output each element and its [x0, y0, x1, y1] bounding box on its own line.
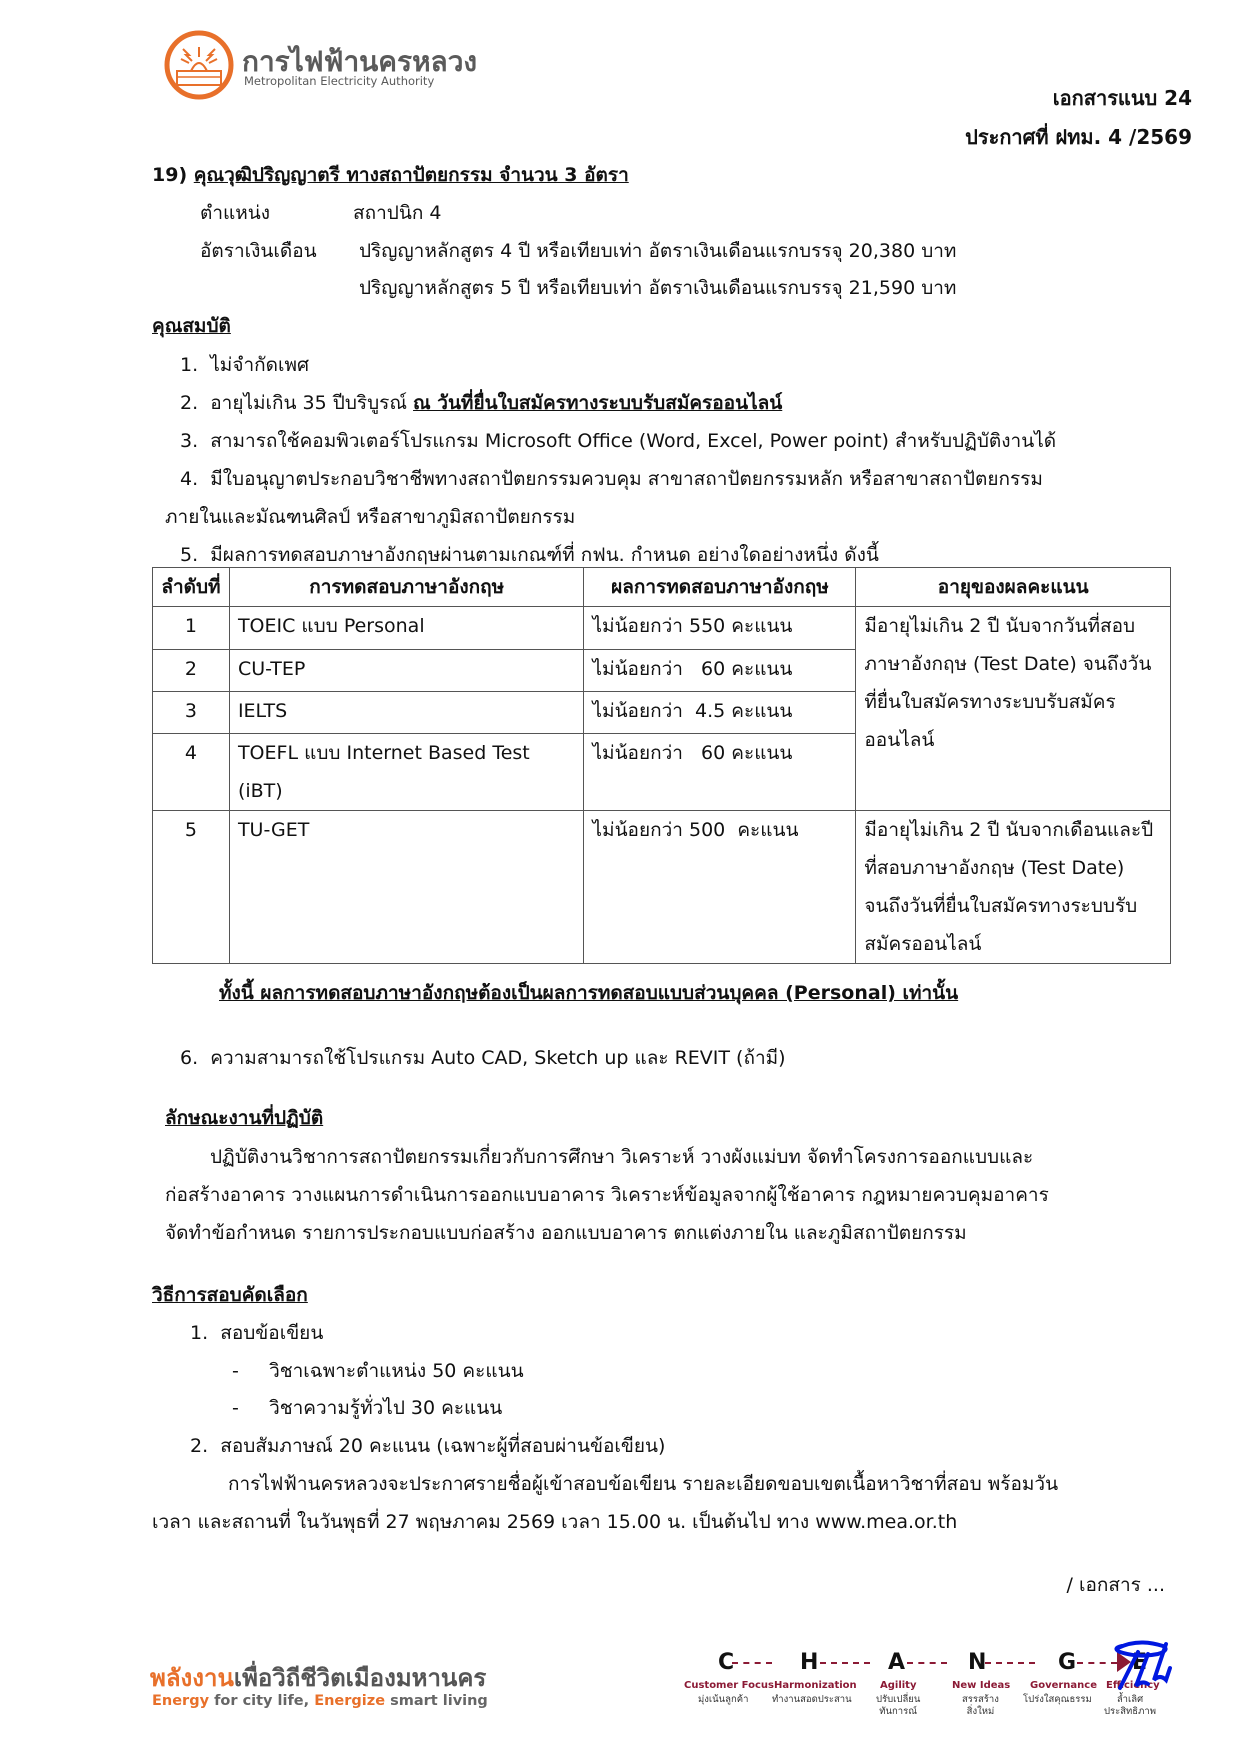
- bullet: -: [232, 1360, 239, 1382]
- salary-line: ปริญญาหลักสูตร 5 ปี หรือเทียบเท่า อัตราเงินเดือนแรกบรรจุ 21,590 บาท: [359, 277, 957, 299]
- change-subtitle: มุ่งเน้นลูกค้า: [698, 1694, 749, 1705]
- qualification-item: [180, 426, 1056, 456]
- item-emphasis: ณ วันที่ยื่นใบสมัครทางระบบรับสมัครออนไลน์: [413, 392, 783, 414]
- item-text: ความสามารถใช้โปรแกรม Auto CAD, Sketch up และ REVIT (ถ้ามี): [210, 1047, 786, 1069]
- change-title: Agility: [880, 1680, 917, 1691]
- qualification-item: [180, 388, 782, 418]
- salary-label: อัตราเงินเดือน: [200, 240, 317, 262]
- english-test-note: ทั้งนี้ ผลการทดสอบภาษาอังกฤษต้องเป็นผลการทดสอบแบบส่วนบุคคล (Personal) เท่านั้น: [219, 982, 959, 1004]
- item-number: 2.: [190, 1435, 209, 1457]
- mea-emblem-icon: [163, 29, 235, 101]
- selection-sub-item: [232, 1356, 524, 1386]
- selection-sub-item: [232, 1393, 502, 1423]
- item-text: สามารถใช้คอมพิวเตอร์โปรแกรม Microsoft Office (Word, Excel, Power point) สำหรับปฏิบัติงานได้: [210, 430, 1057, 452]
- column-header: ผลการทดสอบภาษาอังกฤษ: [584, 568, 856, 607]
- item-number: 2.: [180, 392, 199, 414]
- item-number: 5.: [180, 544, 199, 566]
- test-name: CU-TEP: [229, 650, 584, 692]
- row-number: 2: [153, 650, 230, 692]
- footer-slogan-en: [152, 1693, 488, 1709]
- announcement-reference: ประกาศที่ ฝทม. 4 /2569: [965, 125, 1192, 149]
- dash-connector: [820, 1662, 870, 1664]
- item-text: มีผลการทดสอบภาษาอังกฤษผ่านตามเกณฑ์ที่ กฟน. กำหนด อย่างใดอย่างหนึ่ง ดังนี้: [210, 544, 879, 566]
- title-value: สถาปนิก 4: [353, 202, 442, 224]
- item-number: 6.: [180, 1047, 199, 1069]
- item-text: วิชาความรู้ทั่วไป 30 คะแนน: [269, 1397, 503, 1419]
- item-text: สอบสัมภาษณ์ 20 คะแนน (เฉพาะผู้ที่สอบผ่านข้อเขียน): [220, 1435, 666, 1457]
- item-text: มีใบอนุญาตประกอบวิชาชีพทางสถาปัตยกรรมควบคุม สาขาสถาปัตยกรรมหลัก หรือสาขาสถาปัตยกรรม: [210, 468, 1043, 490]
- bullet: -: [232, 1397, 239, 1419]
- change-subtitle: ล้ำเลิศ ประสิทธิภาพ: [1104, 1694, 1156, 1717]
- selection-item: [190, 1431, 665, 1461]
- slogan-highlight: พลังงาน: [150, 1664, 234, 1692]
- job-description-line: ปฏิบัติงานวิชาการสถาปัตยกรรมเกี่ยวกับการศึกษา วิเคราะห์ วางผังแม่บท จัดทำโครงการออกแบบและ: [210, 1146, 1034, 1168]
- slogan-part: smart living: [385, 1693, 488, 1709]
- change-letter: C: [718, 1650, 735, 1675]
- test-score: ไม่น้อยกว่า 4.5 คะแนน: [584, 692, 856, 734]
- item-text: สอบข้อเขียน: [220, 1322, 324, 1344]
- position-heading: [152, 160, 629, 190]
- salary-line: ปริญญาหลักสูตร 4 ปี หรือเทียบเท่า อัตราเงินเดือนแรกบรรจุ 20,380 บาท: [359, 240, 957, 262]
- change-letter: E: [1132, 1650, 1148, 1675]
- announcement-line: เวลา และสถานที่ ในวันพุธที่ 27 พฤษภาคม 2569 เวลา 15.00 น. เป็นต้นไป ทาง www.mea.or.th: [152, 1511, 958, 1533]
- row-number: 1: [153, 607, 230, 650]
- dash-connector: [985, 1662, 1035, 1664]
- item-text: ไม่จำกัดเพศ: [210, 354, 310, 376]
- item-number: 4.: [180, 468, 199, 490]
- qualification-item: [180, 464, 1043, 494]
- row-number: 4: [153, 734, 230, 811]
- continued-marker: / เอกสาร ...: [1066, 1574, 1165, 1596]
- announcement-line: การไฟฟ้านครหลวงจะประกาศรายชื่อผู้เข้าสอบข้อเขียน รายละเอียดขอบเขตเนื้อหาวิชาที่สอบ พร้อมวัน: [228, 1473, 1059, 1495]
- table-row: [153, 811, 1171, 964]
- job-description-line: จัดทำข้อกำหนด รายการประกอบแบบก่อสร้าง ออกแบบอาคาร ตกแต่งภายใน และภูมิสถาปัตยกรรม: [165, 1222, 967, 1244]
- position-heading-number: 19): [152, 164, 188, 186]
- qualification-item: [180, 1043, 786, 1073]
- slogan-part: Energize: [314, 1693, 386, 1709]
- test-score: ไม่น้อยกว่า 60 คะแนน: [584, 650, 856, 692]
- item-number: 3.: [180, 430, 199, 452]
- change-title: Harmonization: [774, 1680, 857, 1691]
- change-title: Customer Focus: [684, 1680, 774, 1691]
- test-score: ไม่น้อยกว่า 550 คะแนน: [584, 607, 856, 650]
- job-description-heading: ลักษณะงานที่ปฏิบัติ: [165, 1107, 324, 1129]
- slogan-rest: เพื่อวิถีชีวิตเมืองมหานคร: [233, 1664, 487, 1692]
- score-validity: มีอายุไม่เกิน 2 ปี นับจากวันที่สอบภาษาอังกฤษ (Test Date) จนถึงวันที่ยื่นใบสมัครทางระบบรับสมัครออนไลน์: [856, 607, 1171, 811]
- job-description-line: ก่อสร้างอาคาร วางแผนการดำเนินการออกแบบอาคาร วิเคราะห์ข้อมูลจากผู้ใช้อาคาร กฎหมายควบคุมอาคาร: [165, 1184, 1049, 1206]
- score-validity: มีอายุไม่เกิน 2 ปี นับจากเดือนและปีที่สอบภาษาอังกฤษ (Test Date) จนถึงวันที่ยื่นใบสมัครทางระบบรับสมัครออนไลน์: [856, 811, 1171, 964]
- test-name: TOEFL แบบ Internet Based Test (iBT): [229, 734, 584, 811]
- dash-connector: [907, 1662, 947, 1664]
- change-subtitle: ทำงานสอดประสาน: [772, 1694, 852, 1705]
- qualification-item: [180, 350, 309, 380]
- test-name: TOEIC แบบ Personal: [229, 607, 584, 650]
- org-name-th: การไฟฟ้านครหลวง: [242, 45, 478, 78]
- slogan-part: for city life,: [209, 1693, 315, 1709]
- change-title: Efficiency: [1106, 1680, 1160, 1691]
- change-subtitle: โปร่งใสคุณธรรม: [1023, 1694, 1092, 1705]
- table-header-row: [153, 568, 1171, 607]
- change-title: New Ideas: [952, 1680, 1011, 1691]
- row-number: 5: [153, 811, 230, 964]
- qualification-item-continued: ภายในและมัณฑนศิลป์ หรือสาขาภูมิสถาปัตยกรรม: [165, 506, 576, 528]
- change-values-banner: [680, 1650, 1160, 1740]
- qualifications-heading: คุณสมบัติ: [152, 315, 231, 337]
- signature-mark-icon: [1108, 1640, 1178, 1700]
- change-title: Governance: [1030, 1680, 1098, 1691]
- item-number: 1.: [180, 354, 199, 376]
- change-letter: G: [1058, 1650, 1077, 1675]
- row-number: 3: [153, 692, 230, 734]
- english-test-table: [152, 567, 1171, 964]
- item-text: อายุไม่เกิน 35 ปีบริบูรณ์: [210, 392, 414, 414]
- table-row: [153, 607, 1171, 650]
- test-name: IELTS: [229, 692, 584, 734]
- item-text: วิชาเฉพาะตำแหน่ง 50 คะแนน: [269, 1360, 524, 1382]
- slogan-part: Energy: [152, 1693, 210, 1709]
- change-letter: H: [800, 1650, 819, 1675]
- column-header: อายุของผลคะแนน: [856, 568, 1171, 607]
- change-subtitle: สรรสร้าง สิ่งใหม่: [962, 1694, 999, 1717]
- title-label: ตำแหน่ง: [200, 202, 271, 224]
- document-reference: เอกสารแนบ 24: [1052, 86, 1192, 110]
- item-number: 1.: [190, 1322, 209, 1344]
- change-letter: N: [968, 1650, 987, 1675]
- org-name-en: Metropolitan Electricity Authority: [244, 74, 435, 88]
- selection-heading: วิธีการสอบคัดเลือก: [152, 1284, 308, 1306]
- selection-item: [190, 1318, 323, 1348]
- change-subtitle: ปรับเปลี่ยน ทันการณ์: [876, 1694, 921, 1717]
- footer-slogan-th: [150, 1658, 486, 1697]
- qualification-item: [180, 540, 879, 570]
- change-letter: A: [888, 1650, 906, 1675]
- column-header: ลำดับที่: [153, 568, 230, 607]
- test-score: ไม่น้อยกว่า 500 คะแนน: [584, 811, 856, 964]
- position-heading-title: คุณวุฒิปริญญาตรี ทางสถาปัตยกรรม จำนวน 3 อัตรา: [193, 164, 629, 186]
- test-score: ไม่น้อยกว่า 60 คะแนน: [584, 734, 856, 811]
- test-name: TU-GET: [229, 811, 584, 964]
- column-header: การทดสอบภาษาอังกฤษ: [229, 568, 584, 607]
- dash-connector: [732, 1662, 772, 1664]
